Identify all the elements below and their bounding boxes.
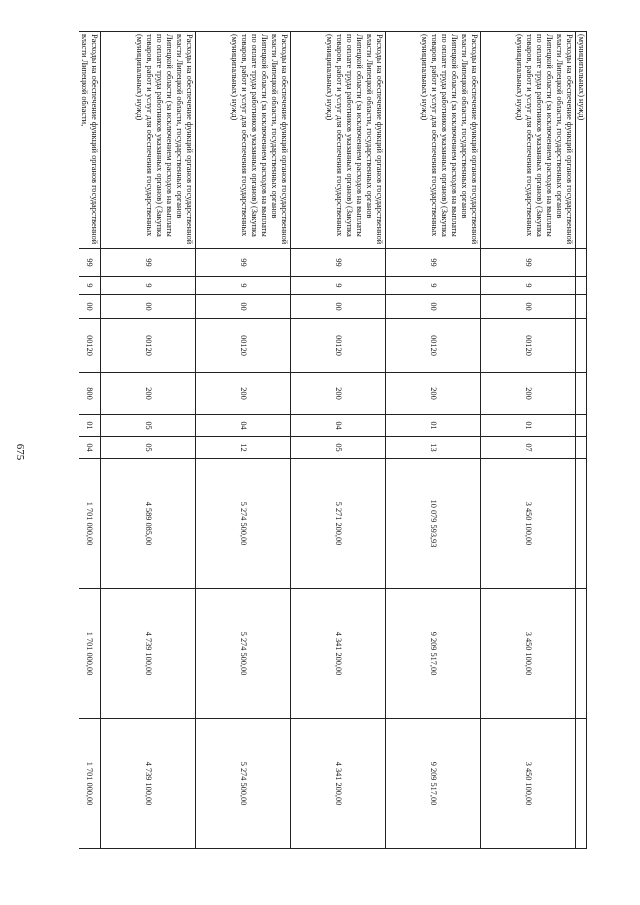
code-event: 00 bbox=[101, 295, 195, 319]
amount-2: 3 450 100,00 bbox=[481, 589, 575, 719]
code-subsection: 13 bbox=[386, 437, 480, 459]
code-expense-type: 200 bbox=[101, 373, 195, 415]
code-subprogram: 9 bbox=[101, 277, 195, 295]
code-event: 00 bbox=[386, 295, 480, 319]
amount-1: 1 701 000,00 bbox=[79, 459, 100, 589]
row-description: Расходы на обеспечение функций органов государственной власти Липецкой области, bbox=[79, 31, 100, 249]
code-expense-type: 200 bbox=[386, 373, 480, 415]
cell-empty bbox=[576, 459, 587, 589]
amount-1: 4 589 085,00 bbox=[101, 459, 195, 589]
cell-empty bbox=[576, 295, 587, 319]
code-section: 04 bbox=[291, 415, 385, 437]
amount-3: 1 701 000,00 bbox=[79, 719, 100, 849]
cell-empty bbox=[576, 277, 587, 295]
cell-empty bbox=[576, 437, 587, 459]
code-subprogram: 9 bbox=[386, 277, 480, 295]
table-row bbox=[480, 31, 575, 849]
code-direction: 00120 bbox=[196, 319, 290, 373]
code-subsection: 07 bbox=[481, 437, 575, 459]
code-expense-type: 800 bbox=[79, 373, 100, 415]
code-event: 00 bbox=[79, 295, 100, 319]
page-number: 675 bbox=[14, 443, 26, 461]
amount-2: 4 739 100,00 bbox=[101, 589, 195, 719]
row-description: (муниципальных) нужд) bbox=[576, 31, 587, 249]
code-section: 05 bbox=[101, 415, 195, 437]
code-program: 99 bbox=[79, 249, 100, 277]
row-description: Расходы на обеспечение функций органов государственной власти Липецкой области, государственных органов Липецкой области (за исключением расходов на выплаты по оплате труда работников указанных органов) (Закупка товаров, работ и услуг для обеспечения государственных (муниципальных) нужд) bbox=[101, 31, 195, 249]
code-section: 01 bbox=[386, 415, 480, 437]
code-program: 99 bbox=[101, 249, 195, 277]
code-subsection: 04 bbox=[79, 437, 100, 459]
code-subsection: 12 bbox=[196, 437, 290, 459]
code-event: 00 bbox=[291, 295, 385, 319]
code-direction: 00120 bbox=[79, 319, 100, 373]
table-row-fragment bbox=[575, 31, 587, 849]
code-subsection: 05 bbox=[291, 437, 385, 459]
code-event: 00 bbox=[196, 295, 290, 319]
code-subprogram: 9 bbox=[481, 277, 575, 295]
row-description: Расходы на обеспечение функций органов государственной власти Липецкой области, государственных органов Липецкой области (за исключением расходов на выплаты по оплате труда работников указанных органов) (Закупка товаров, работ и услуг для обеспечения государственных (муниципальных) нужд) bbox=[481, 31, 575, 249]
amount-2: 9 209 517,00 bbox=[386, 589, 480, 719]
code-expense-type: 200 bbox=[481, 373, 575, 415]
code-subprogram: 9 bbox=[79, 277, 100, 295]
cell-empty bbox=[576, 415, 587, 437]
amount-3: 9 209 517,00 bbox=[386, 719, 480, 849]
code-subprogram: 9 bbox=[291, 277, 385, 295]
cell-empty bbox=[576, 249, 587, 277]
amount-3: 3 450 100,00 bbox=[481, 719, 575, 849]
code-section: 04 bbox=[196, 415, 290, 437]
budget-table bbox=[79, 31, 587, 849]
code-program: 99 bbox=[386, 249, 480, 277]
amount-1: 10 079 593,93 bbox=[386, 459, 480, 589]
code-direction: 00120 bbox=[386, 319, 480, 373]
table-row bbox=[79, 31, 100, 849]
cell-empty bbox=[576, 719, 587, 849]
amount-2: 4 341 200,00 bbox=[291, 589, 385, 719]
table-row bbox=[100, 31, 195, 849]
code-direction: 00120 bbox=[481, 319, 575, 373]
code-program: 99 bbox=[196, 249, 290, 277]
rotated-table-region bbox=[79, 31, 587, 849]
code-program: 99 bbox=[291, 249, 385, 277]
code-section: 01 bbox=[481, 415, 575, 437]
amount-3: 4 739 100,00 bbox=[101, 719, 195, 849]
cell-empty bbox=[576, 589, 587, 719]
code-event: 00 bbox=[481, 295, 575, 319]
amount-3: 4 341 200,00 bbox=[291, 719, 385, 849]
code-direction: 00120 bbox=[291, 319, 385, 373]
table-row bbox=[290, 31, 385, 849]
table-row bbox=[385, 31, 480, 849]
code-expense-type: 200 bbox=[196, 373, 290, 415]
code-subprogram: 9 bbox=[196, 277, 290, 295]
code-direction: 00120 bbox=[101, 319, 195, 373]
amount-3: 5 274 500,00 bbox=[196, 719, 290, 849]
code-expense-type: 200 bbox=[291, 373, 385, 415]
row-description: Расходы на обеспечение функций органов государственной власти Липецкой области, государственных органов Липецкой области (за исключением расходов на выплаты по оплате труда работников указанных органов) (Закупка товаров, работ и услуг для обеспечения государственных (муниципальных) нужд) bbox=[386, 31, 480, 249]
amount-2: 1 701 000,00 bbox=[79, 589, 100, 719]
table-row bbox=[195, 31, 290, 849]
row-description: Расходы на обеспечение функций органов государственной власти Липецкой области, государственных органов Липецкой области (за исключением расходов на выплаты по оплате труда работников указанных органов) (Закупка товаров, работ и услуг для обеспечения государственных (муниципальных) нужд) bbox=[196, 31, 290, 249]
code-program: 99 bbox=[481, 249, 575, 277]
amount-1: 3 450 100,00 bbox=[481, 459, 575, 589]
row-description: Расходы на обеспечение функций органов государственной власти Липецкой области, государственных органов Липецкой области (за исключением расходов на выплаты по оплате труда работников указанных органов) (Закупка товаров, работ и услуг для обеспечения государственных (муниципальных) нужд) bbox=[291, 31, 385, 249]
amount-1: 5 271 200,00 bbox=[291, 459, 385, 589]
amount-2: 5 274 500,00 bbox=[196, 589, 290, 719]
amount-1: 5 274 500,00 bbox=[196, 459, 290, 589]
code-section: 01 bbox=[79, 415, 100, 437]
code-subsection: 05 bbox=[101, 437, 195, 459]
cell-empty bbox=[576, 319, 587, 373]
cell-empty bbox=[576, 373, 587, 415]
